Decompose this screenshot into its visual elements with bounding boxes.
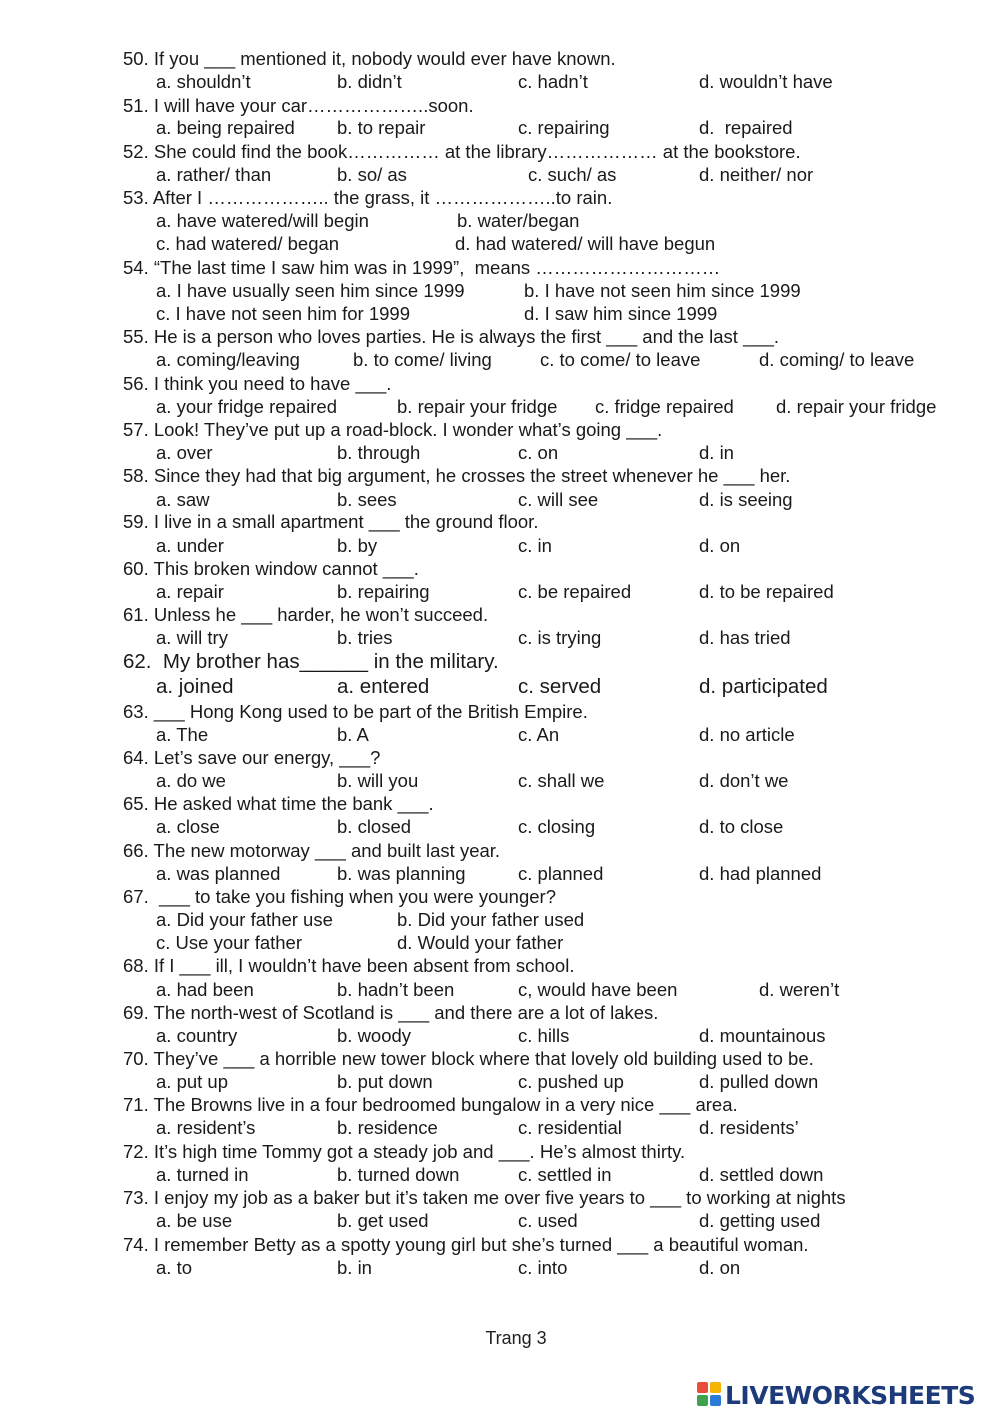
answer-option[interactable]: c. on <box>518 442 559 463</box>
question-text: 52. She could find the book…………… at the library……………… at the bookstore. <box>123 141 801 162</box>
question-text: 69. The north-west of Scotland is ___ and there are a lot of lakes. <box>123 1002 659 1023</box>
answer-option[interactable]: c. such/ as <box>528 164 617 185</box>
answer-option[interactable]: d. has tried <box>699 627 791 648</box>
answer-option[interactable]: d. coming/ to leave <box>759 349 915 370</box>
answer-option[interactable]: a. rather/ than <box>156 164 272 185</box>
answer-option[interactable]: b. turned down <box>337 1164 460 1185</box>
answer-option[interactable]: c. planned <box>518 863 604 884</box>
question-text: 68. If I ___ ill, I wouldn’t have been absent from school. <box>123 955 575 976</box>
answer-option[interactable]: b. was planning <box>337 863 466 884</box>
answer-option[interactable]: b. to repair <box>337 117 426 138</box>
answer-option[interactable]: d. had planned <box>699 863 822 884</box>
logo-text: LIVEWORKSHEETS <box>725 1380 976 1410</box>
question-text: 71. The Browns live in a four bedroomed bungalow in a very nice ___ area. <box>123 1094 738 1115</box>
answer-option[interactable]: c. pushed up <box>518 1071 624 1092</box>
question-text: 60. This broken window cannot ___. <box>123 558 419 579</box>
answer-option[interactable]: a. The <box>156 724 209 745</box>
answer-option[interactable]: c. will see <box>518 489 599 510</box>
answer-option[interactable]: b. repair your fridge <box>397 396 558 417</box>
answer-option[interactable]: b. water/began <box>457 210 580 231</box>
liveworksheets-logo-icon <box>697 1382 723 1408</box>
answer-option[interactable]: b. to come/ living <box>353 349 492 370</box>
question-text: 50. If you ___ mentioned it, nobody would ever have known. <box>123 48 616 69</box>
answer-option[interactable]: d. to be repaired <box>699 581 834 602</box>
answer-option[interactable]: b. residence <box>337 1117 438 1138</box>
answer-option[interactable]: a. your fridge repaired <box>156 396 337 417</box>
answer-option[interactable]: a. was planned <box>156 863 281 884</box>
answer-option[interactable]: d. weren’t <box>759 979 840 1000</box>
answer-option[interactable]: c. closing <box>518 816 596 837</box>
answer-option[interactable]: a. to <box>156 1257 192 1278</box>
question-text: 67. ___ to take you fishing when you were younger? <box>123 886 556 907</box>
question-text: 54. “The last time I saw him was in 1999”, means ………………………… <box>123 257 721 278</box>
question-text: 53. After I ……………….. the grass, it ………………..to rain. <box>123 187 613 208</box>
answer-option[interactable]: c. is trying <box>518 627 602 648</box>
page-number: Trang 3 <box>485 1328 547 1348</box>
answer-option[interactable]: c. Use your father <box>156 932 303 953</box>
answer-option[interactable]: b. put down <box>337 1071 433 1092</box>
answer-option[interactable]: a. I have usually seen him since 1999 <box>156 280 465 301</box>
question-text: 74. I remember Betty as a spotty young girl but she’s turned ___ a beautiful woman. <box>123 1234 809 1255</box>
answer-option[interactable]: d. participated <box>699 675 828 698</box>
answer-option[interactable]: b. so/ as <box>337 164 407 185</box>
answer-option[interactable]: a. do we <box>156 770 226 791</box>
answer-option[interactable]: b. closed <box>337 816 412 837</box>
answer-option[interactable]: b. didn’t <box>337 71 402 92</box>
question-text: 64. Let’s save our energy, ___? <box>123 747 381 768</box>
answer-option[interactable]: d. in <box>699 442 734 463</box>
answer-option[interactable]: c. to come/ to leave <box>540 349 701 370</box>
answer-option[interactable]: c. settled in <box>518 1164 612 1185</box>
answer-option[interactable]: d. neither/ nor <box>699 164 814 185</box>
answer-option[interactable]: d. is seeing <box>699 489 793 510</box>
question-text: 55. He is a person who loves parties. He is always the first ___ and the last ___. <box>123 326 780 347</box>
question-text: 51. I will have your car………………..soon. <box>123 95 474 116</box>
answer-option[interactable]: a. Did your father use <box>156 909 333 930</box>
answer-option[interactable]: d. I saw him since 1999 <box>524 303 718 324</box>
answer-option[interactable]: a. being repaired <box>156 117 295 138</box>
answer-option[interactable]: c. shall we <box>518 770 605 791</box>
answer-option[interactable]: c. be repaired <box>518 581 632 602</box>
answer-option[interactable]: b. A <box>337 724 369 745</box>
question-text: 59. I live in a small apartment ___ the ground floor. <box>123 511 539 532</box>
answer-option[interactable]: a. turned in <box>156 1164 249 1185</box>
answer-option[interactable]: b. will you <box>337 770 419 791</box>
answer-option[interactable]: a. be use <box>156 1210 233 1231</box>
answer-option[interactable]: b. sees <box>337 489 397 510</box>
answer-option[interactable]: a. saw <box>156 489 210 510</box>
answer-option[interactable]: b. hadn’t been <box>337 979 455 1000</box>
answer-option[interactable]: d. getting used <box>699 1210 821 1231</box>
question-text: 72. It’s high time Tommy got a steady job and ___. He’s almost thirty. <box>123 1141 686 1162</box>
answer-option[interactable]: c. I have not seen him for 1999 <box>156 303 411 324</box>
answer-option[interactable]: c, would have been <box>518 979 678 1000</box>
answer-option[interactable]: b. I have not seen him since 1999 <box>524 280 801 301</box>
answer-option[interactable]: d. repair your fridge <box>776 396 937 417</box>
answer-option[interactable]: c. residential <box>518 1117 622 1138</box>
answer-option[interactable]: b. woody <box>337 1025 412 1046</box>
answer-option[interactable]: d. settled down <box>699 1164 824 1185</box>
question-text: 61. Unless he ___ harder, he won’t succeed. <box>123 604 489 625</box>
question-text: 66. The new motorway ___ and built last year. <box>123 840 501 861</box>
answer-option[interactable]: a. under <box>156 535 224 556</box>
answer-option[interactable]: d. Would your father <box>397 932 564 953</box>
answer-option[interactable]: d. mountainous <box>699 1025 826 1046</box>
answer-option[interactable]: c. used <box>518 1210 578 1231</box>
answer-option[interactable]: d. on <box>699 1257 741 1278</box>
answer-option[interactable]: a. shouldn’t <box>156 71 251 92</box>
answer-option[interactable]: a. country <box>156 1025 238 1046</box>
answer-option[interactable]: c. in <box>518 535 552 556</box>
answer-option[interactable]: d. no article <box>699 724 795 745</box>
answer-option[interactable]: d. had watered/ will have begun <box>455 233 716 254</box>
question-text: 62. My brother has______ in the military. <box>123 650 499 673</box>
question-text: 63. ___ Hong Kong used to be part of the British Empire. <box>123 701 588 722</box>
answer-option[interactable]: a. have watered/will begin <box>156 210 369 231</box>
question-text: 58. Since they had that big argument, he crosses the street whenever he ___ her. <box>123 465 791 486</box>
answer-option[interactable]: a. entered <box>337 675 430 698</box>
question-text: 57. Look! They’ve put up a road-block. I wonder what’s going ___. <box>123 419 663 440</box>
answer-option[interactable]: b. by <box>337 535 378 556</box>
answer-option[interactable]: a. close <box>156 816 220 837</box>
answer-option[interactable]: d. residents’ <box>699 1117 799 1138</box>
question-text: 65. He asked what time the bank ___. <box>123 793 434 814</box>
answer-option[interactable]: d. don’t we <box>699 770 789 791</box>
answer-option[interactable]: b. tries <box>337 627 393 648</box>
answer-option[interactable]: c. repairing <box>518 117 610 138</box>
answer-option[interactable]: d. on <box>699 535 741 556</box>
answer-option[interactable]: a. coming/leaving <box>156 349 300 370</box>
answer-option[interactable]: d. to close <box>699 816 784 837</box>
question-text: 56. I think you need to have ___. <box>123 373 392 394</box>
answer-option[interactable]: a. had been <box>156 979 254 1000</box>
answer-option[interactable]: b. repairing <box>337 581 430 602</box>
answer-option[interactable]: a. resident’s <box>156 1117 256 1138</box>
answer-option[interactable]: c. hills <box>518 1025 570 1046</box>
answer-option[interactable]: a. joined <box>156 675 234 698</box>
answer-option[interactable]: a. will try <box>156 627 228 648</box>
answer-option[interactable]: c. fridge repaired <box>595 396 734 417</box>
answer-option[interactable]: b. get used <box>337 1210 429 1231</box>
answer-option[interactable]: b. through <box>337 442 421 463</box>
answer-option[interactable]: c. into <box>518 1257 568 1278</box>
answer-option[interactable]: a. repair <box>156 581 224 602</box>
answer-option[interactable]: a. over <box>156 442 213 463</box>
answer-option[interactable]: c. served <box>518 675 602 698</box>
answer-option[interactable]: c. had watered/ began <box>156 233 340 254</box>
question-text: 70. They’ve ___ a horrible new tower block where that lovely old building used to be. <box>123 1048 814 1069</box>
answer-option[interactable]: b. Did your father used <box>397 909 585 930</box>
liveworksheets-logo <box>697 1379 975 1411</box>
answer-option[interactable]: c. hadn’t <box>518 71 588 92</box>
answer-option[interactable]: d. pulled down <box>699 1071 819 1092</box>
question-text: 73. I enjoy my job as a baker but it’s taken me over five years to ___ to working at nights <box>123 1187 846 1208</box>
answer-option[interactable]: c. An <box>518 724 560 745</box>
answer-option[interactable]: d. wouldn’t have <box>699 71 833 92</box>
answer-option[interactable]: b. in <box>337 1257 372 1278</box>
answer-option[interactable]: d. repaired <box>699 117 793 138</box>
answer-option[interactable]: a. put up <box>156 1071 229 1092</box>
